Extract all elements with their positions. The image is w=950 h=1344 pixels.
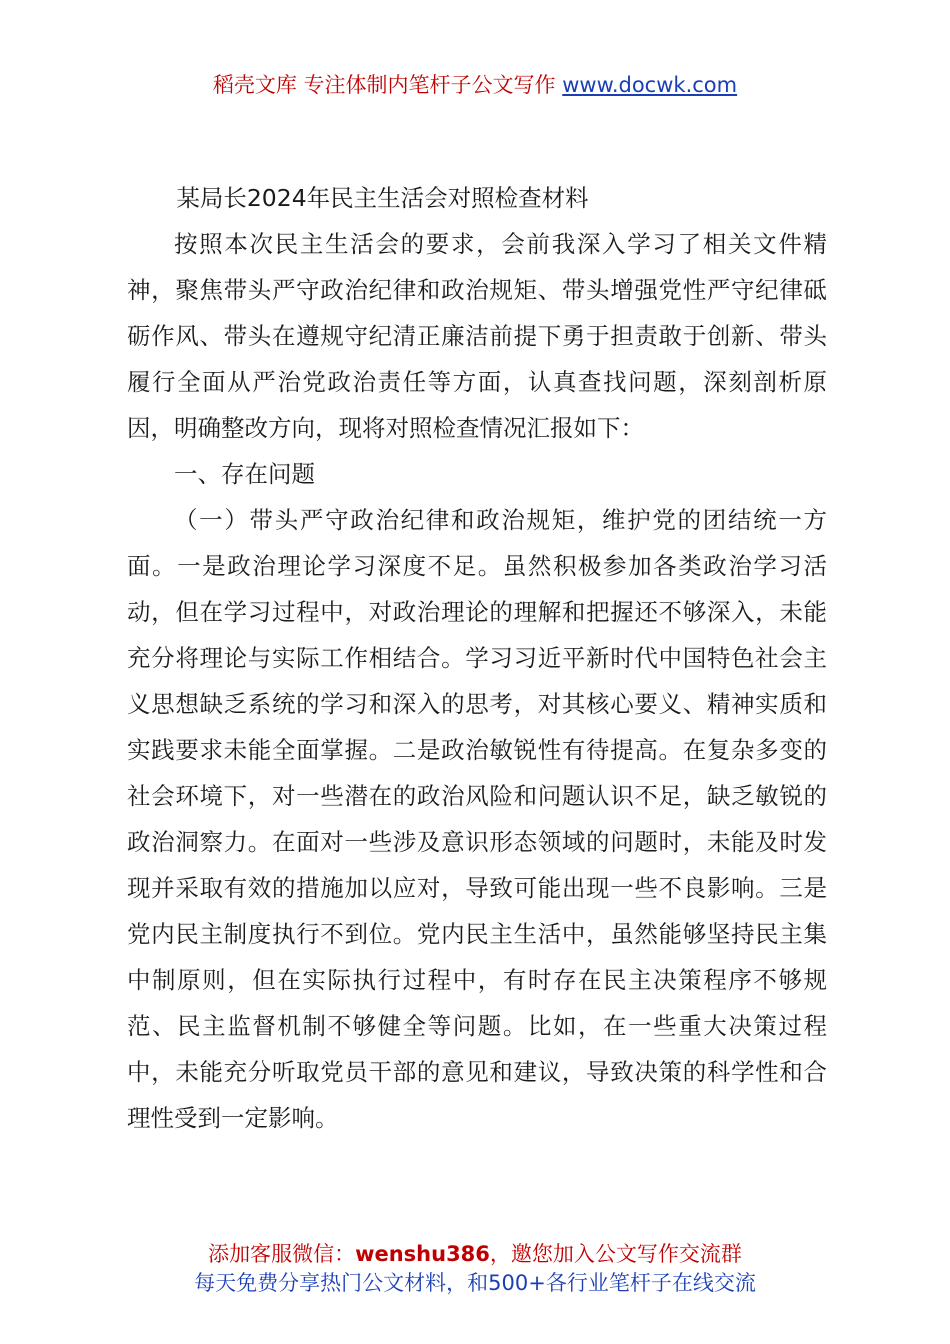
page-header bbox=[0, 70, 950, 100]
document-title: 某局长2024年民主生活会对照检查材料 bbox=[176, 184, 589, 212]
footer-contact-suffix: ，邀您加入公文写作交流群 bbox=[489, 1242, 742, 1266]
page-footer bbox=[0, 1240, 950, 1298]
wechat-id: wenshu386 bbox=[355, 1242, 490, 1266]
section-heading: 一、存在问题 bbox=[174, 460, 315, 488]
intro-paragraph: 按照本次民主生活会的要求，会前我深入学习了相关文件精神，聚焦带头严守政治纪律和政治规矩、带头增强党性严守纪律砥砺作风、带头在遵规守纪清正廉洁前提下勇于担责敢于创新、带头履行全面从严治党政治责任等方面，认真查找问题，深刻剖析原因，明确整改方向，现将对照检查情况汇报如下： bbox=[127, 230, 827, 442]
footer-contact-prefix: 添加客服微信： bbox=[208, 1242, 356, 1266]
document-body bbox=[127, 175, 827, 1141]
body-paragraph: （一）带头严守政治纪律和政治规矩，维护党的团结统一方面。一是政治理论学习深度不足。虽然积极参加各类政治学习活动，但在学习过程中，对政治理论的理解和把握还不够深入，未能充分将理论与实际工作相结合。学习习近平新时代中国特色社会主义思想缺乏系统的学习和深入的思考，对其核心要义、精神实质和实践要求未能全面掌握。二是政治敏锐性有待提高。在复杂多变的社会环境下，对一些潜在的政治风险和问题认识不足，缺乏敏锐的政治洞察力。在面对一些涉及意识形态领域的问题时，未能及时发现并采取有效的措施加以应对，导致可能出现一些不良影响。三是党内民主制度执行不到位。党内民主生活中，虽然能够坚持民主集中制原则，但在实际执行过程中，有时存在民主决策程序不够规范、民主监督机制不够健全等问题。比如，在一些重大决策过程中，未能充分听取党员干部的意见和建议，导致决策的科学性和合理性受到一定影响。 bbox=[127, 506, 827, 1132]
footer-promo-line: 每天免费分享热门公文材料，和500+各行业笔杆子在线交流 bbox=[194, 1271, 756, 1295]
header-url-link[interactable]: www.docwk.com bbox=[562, 73, 738, 97]
header-brand: 稻壳文库 专注体制内笔杆子公文写作 bbox=[212, 73, 563, 97]
footer-contact-line bbox=[0, 1240, 950, 1269]
